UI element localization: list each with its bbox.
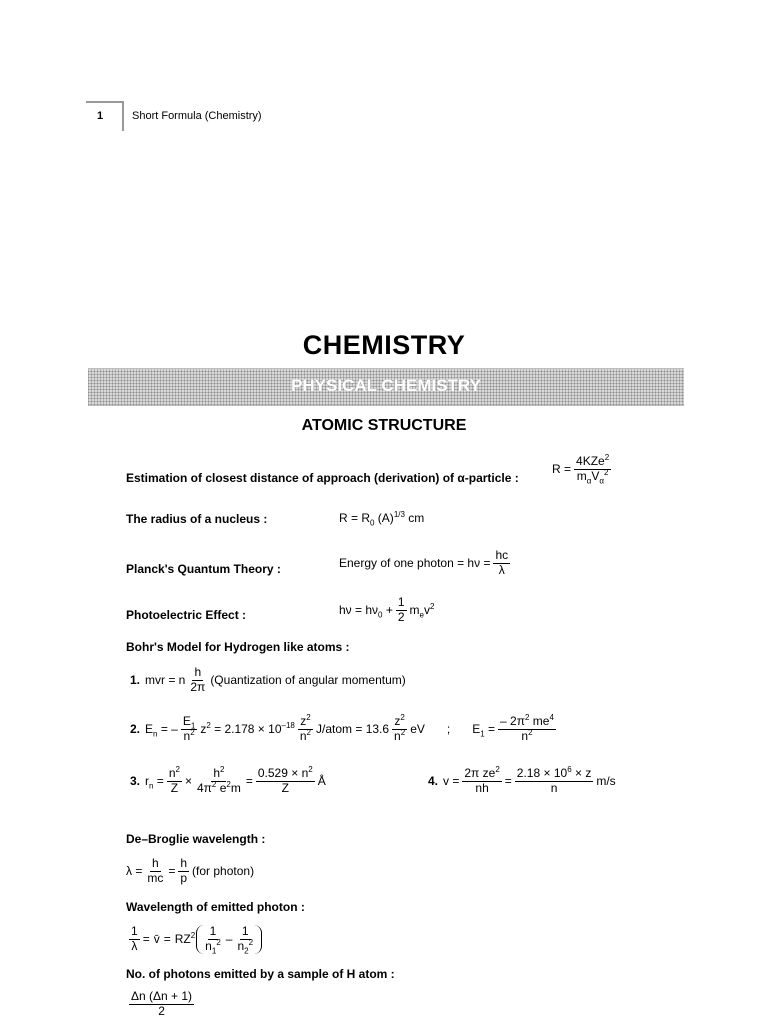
photoelectric-label: Photoelectric Effect :	[126, 608, 247, 622]
emitted-photon-label: Wavelength of emitted photon :	[126, 900, 305, 914]
planck-fraction: $\frac{hc}{\lambda}$	[495, 548, 509, 577]
section-title: ATOMIC STRUCTURE	[301, 417, 467, 434]
header-corner-rule	[86, 101, 124, 131]
photoelectric-formula: $h\nu = h\nu_0$ + $\frac{1}{2}$ $m_ev^2$	[339, 595, 435, 624]
photons-emitted-label: No. of photons emitted by a sample of H atom :	[126, 967, 395, 981]
closest-approach-formula: R = $\frac{4KZe^2}{m_\alpha V_\alpha^2}$	[552, 453, 610, 486]
bohr-formula-4: 4. v = $\frac{2\pi ze^2}{nh}$ = $\frac{2.18 \times 10^6 \times z}{n}$ m/s	[428, 765, 616, 795]
photoelectric-fraction: $\frac{1}{2}$	[397, 595, 405, 624]
emitted-photon-parentheses: $\frac{1}{n_1^2}$ – $\frac{1}{n_2^2}$	[196, 925, 262, 954]
closest-approach-label: Estimation of closest distance of approach (derivation) of α-particle :	[126, 471, 519, 485]
planck-formula: Energy of one photon = hν = $\frac{hc}{\lambda}$	[339, 548, 509, 577]
nucleus-radius-label: The radius of a nucleus :	[126, 512, 268, 526]
running-header-title: Short Formula (Chemistry)	[132, 110, 262, 122]
banner-text: PHYSICAL CHEMISTRY	[291, 376, 481, 395]
bohr-formula-1: 1. mvr = n $\frac{h}{2\pi}$ (Quantization of angular momentum)	[130, 665, 406, 694]
document-title: CHEMISTRY	[302, 330, 466, 360]
debroglie-formula: λ = $\frac{h}{mc}$ = $\frac{h}{p}$ (for photon)	[126, 856, 255, 885]
bohr-model-heading: Bohr's Model for Hydrogen like atoms :	[126, 640, 350, 654]
nucleus-radius-formula: $R = R_0$ $(A)^{1/3}$ cm	[339, 510, 425, 528]
photons-emitted-formula: $\frac{\Delta n (\Delta n + 1)}{2}$	[131, 989, 193, 1018]
emitted-photon-formula: $\frac{1}{\lambda}$ = v̄ = $RZ^2$ $\frac{1}{n_1^2}$ – $\frac{1}{n_2^2}$	[126, 925, 262, 954]
planck-label: Planck's Quantum Theory :	[126, 562, 281, 576]
page-number: 1	[97, 110, 104, 122]
bohr-formula-2: 2. $E_n$ = – $\frac{E_1}{n^2}$ $z^2 = 2.178 \times 10^{-18}$ $\frac{z^2}{n^2}$ J/atom = 13.6 $\frac{z^2}{n^2}$ eV ; $E_1$ = $\frac{- 2\pi^2 me^4}{n^2}$	[130, 713, 554, 743]
bohr-formula-3: 3. $r_n$ = $\frac{n^2}{Z}$ × $\frac{h^2}{4\pi^2 e^2m}$ = $\frac{0.529 \times n^2}{Z}$ Å	[130, 765, 326, 795]
section-banner	[88, 368, 684, 406]
closest-approach-fraction: $\frac{4KZe^2}{m_\alpha V_\alpha^2}$	[576, 453, 610, 486]
debroglie-label: De–Broglie wavelength :	[126, 832, 266, 846]
